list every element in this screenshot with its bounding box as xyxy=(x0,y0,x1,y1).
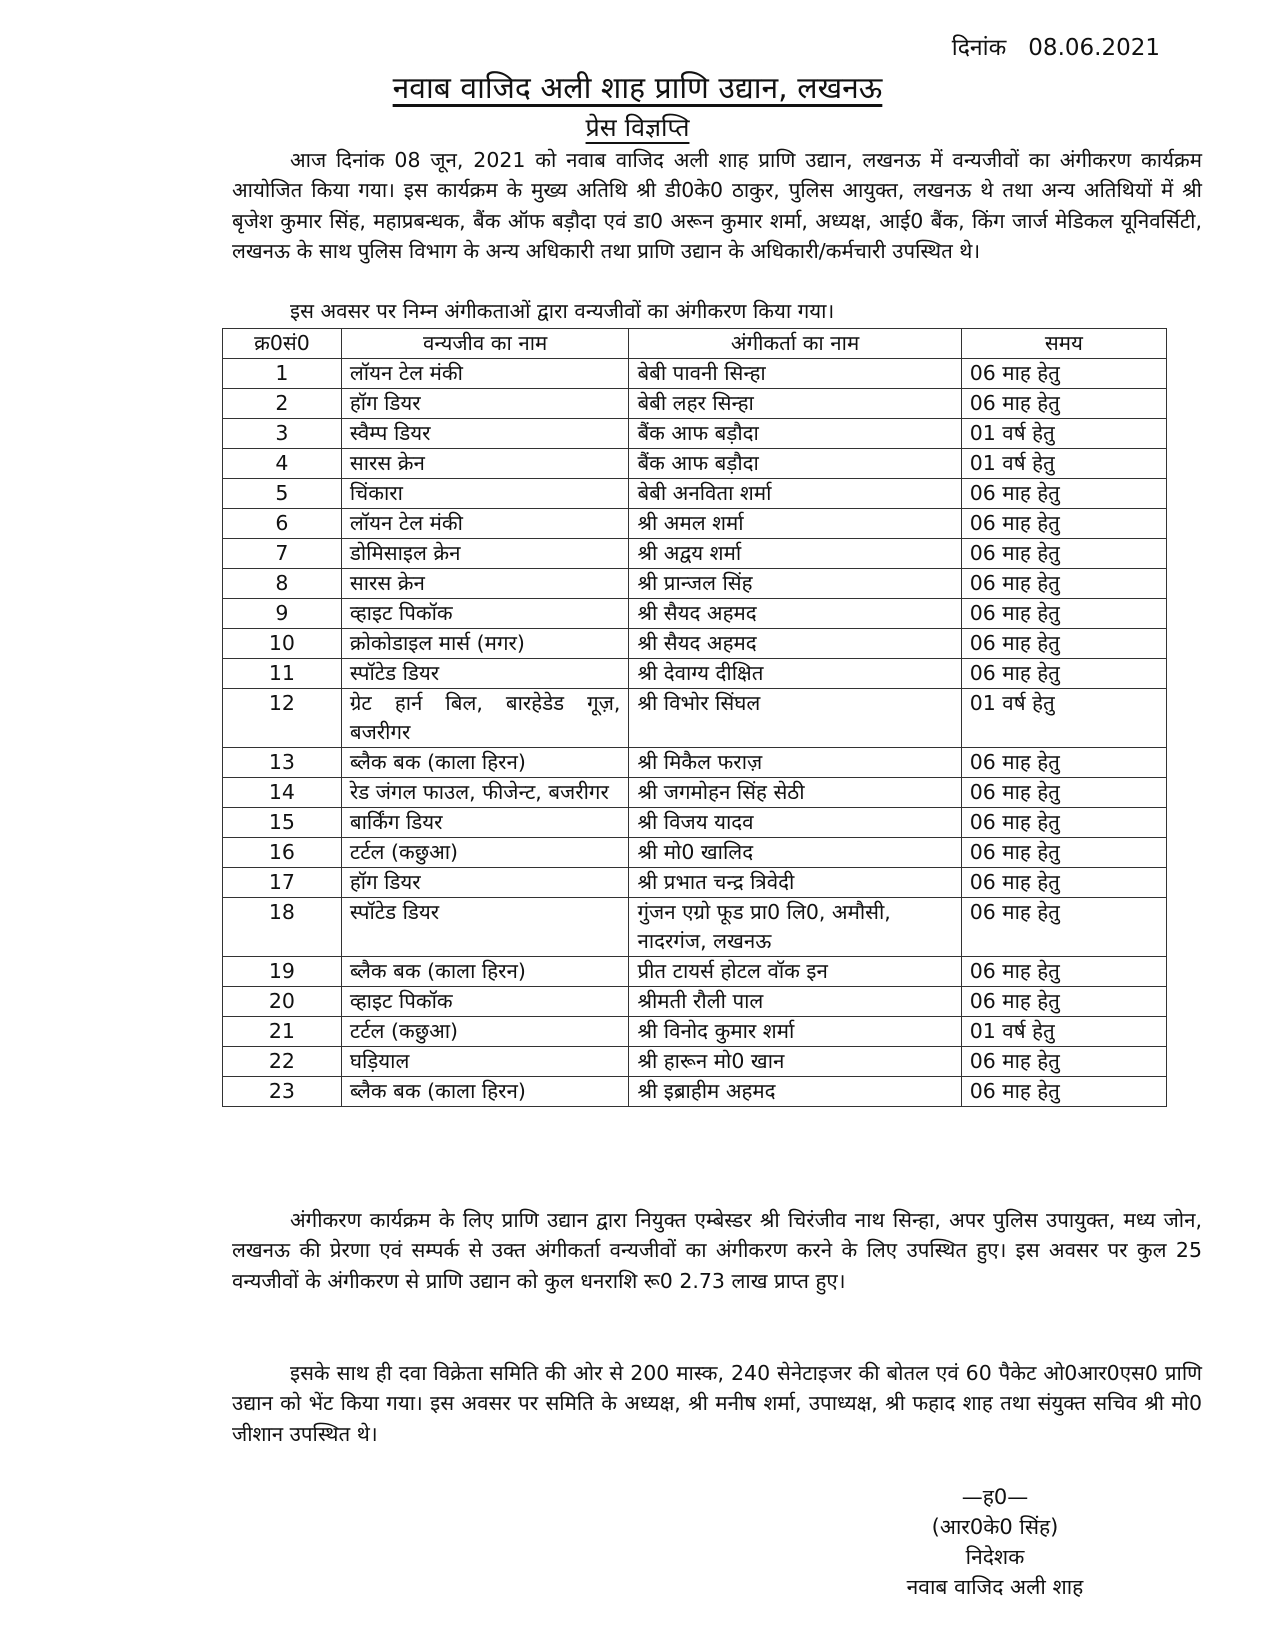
date-label: दिनांक xyxy=(951,35,1007,61)
serial-cell: 8 xyxy=(223,569,342,599)
table-row xyxy=(223,419,1167,449)
signature-mark: —ह0— xyxy=(961,1485,1029,1509)
animal-cell: बार्किंग डियर xyxy=(341,808,629,838)
animal-cell: ब्लैक बक (काला हिरन) xyxy=(341,1077,629,1107)
zoo-name: नवाब वाजिद अली शाह प्राणि उद्यान, लखनऊ xyxy=(392,71,883,106)
duration-cell: 06 माह हेतु xyxy=(961,898,1166,957)
animal-cell: घड़ियाल xyxy=(341,1047,629,1077)
document-subtitle xyxy=(0,110,1275,144)
duration-cell: 06 माह हेतु xyxy=(961,808,1166,838)
duration-cell: 06 माह हेतु xyxy=(961,748,1166,778)
duration-cell: 06 माह हेतु xyxy=(961,629,1166,659)
table-row xyxy=(223,509,1167,539)
serial-cell: 12 xyxy=(223,689,342,748)
table-row xyxy=(223,569,1167,599)
animal-cell: चिंकारा xyxy=(341,479,629,509)
date-value: 08.06.2021 xyxy=(1028,35,1160,61)
animal-cell: लॉयन टेल मंकी xyxy=(341,509,629,539)
adopter-cell: श्री विभोर सिंघल xyxy=(629,689,961,748)
header-animal: वन्यजीव का नाम xyxy=(341,329,629,359)
header-duration: समय xyxy=(961,329,1166,359)
header-serial: क्र0सं0 xyxy=(223,329,342,359)
table-row xyxy=(223,808,1167,838)
table-row xyxy=(223,599,1167,629)
animal-cell: व्हाइट पिकॉक xyxy=(341,987,629,1017)
duration-cell: 01 वर्ष हेतु xyxy=(961,689,1166,748)
table-row xyxy=(223,898,1167,957)
intro-paragraph xyxy=(232,145,1202,267)
animal-cell: स्पॉटेड डियर xyxy=(341,659,629,689)
duration-cell: 06 माह हेतु xyxy=(961,838,1166,868)
animal-cell: क्रोकोडाइल मार्स (मगर) xyxy=(341,629,629,659)
page-title xyxy=(0,66,1275,107)
adopter-cell: श्री मो0 खालिद xyxy=(629,838,961,868)
table-row xyxy=(223,1077,1167,1107)
animal-cell: स्वैम्प डियर xyxy=(341,419,629,449)
adopter-cell: श्री जगमोहन सिंह सेठी xyxy=(629,778,961,808)
donation-text: इसके साथ ही दवा विक्रेता समिति की ओर से 200 मास्क, 240 सेनेटाइजर की बोतल एवं 60 पैकेट ओ0आर0एस0 प्राणि उद्यान को भेंट किया गया। इस अवसर पर समिति के अध्यक्ष, श्री मनीष शर्मा, उपाध्यक्ष, श्री फहाद शाह तथा संयुक्त सचिव श्री मो0 जीशान उपस्थित थे। xyxy=(232,1361,1202,1446)
serial-cell: 3 xyxy=(223,419,342,449)
duration-cell: 06 माह हेतु xyxy=(961,509,1166,539)
adopter-cell: बैंक आफ बड़ौदा xyxy=(629,449,961,479)
duration-cell: 06 माह हेतु xyxy=(961,359,1166,389)
serial-cell: 6 xyxy=(223,509,342,539)
adopter-cell: श्री हारून मो0 खान xyxy=(629,1047,961,1077)
animal-cell: हॉग डियर xyxy=(341,389,629,419)
serial-cell: 9 xyxy=(223,599,342,629)
duration-cell: 01 वर्ष हेतु xyxy=(961,419,1166,449)
intro-text: आज दिनांक 08 जून, 2021 को नवाब वाजिद अली शाह प्राणि उद्यान, लखनऊ में वन्यजीवों का अंगीकरण कार्यक्रम आयोजित किया गया। इस कार्यक्रम के मुख्य अतिथि श्री डी0के0 ठाकुर, पुलिस आयुक्त, लखनऊ थे तथा अन्य अतिथियों में श्री बृजेश कुमार सिंह, महाप्रबन्धक, बैंक ऑफ बड़ौदा एवं डा0 अरून कुमार शर्मा, अध्यक्ष, आई0 बैंक, किंग जार्ज मेडिकल यूनिवर्सिटी, लखनऊ के साथ पुलिस विभाग के अन्य अधिकारी तथा प्राणि उद्यान के अधिकारी/कर्मचारी उपस्थित थे। xyxy=(232,148,1202,264)
animal-cell: ब्लैक बक (काला हिरन) xyxy=(341,957,629,987)
table-row xyxy=(223,838,1167,868)
serial-cell: 10 xyxy=(223,629,342,659)
duration-cell: 06 माह हेतु xyxy=(961,479,1166,509)
serial-cell: 1 xyxy=(223,359,342,389)
duration-cell: 06 माह हेतु xyxy=(961,868,1166,898)
signatory-designation: निदेशक xyxy=(965,1545,1025,1569)
adoption-table xyxy=(222,328,1167,1107)
table-row xyxy=(223,449,1167,479)
duration-cell: 06 माह हेतु xyxy=(961,1077,1166,1107)
adopter-cell: श्री प्रान्जल सिंह xyxy=(629,569,961,599)
adopter-cell: बेबी लहर सिन्हा xyxy=(629,389,961,419)
animal-cell: लॉयन टेल मंकी xyxy=(341,359,629,389)
adopter-cell: श्री सैयद अहमद xyxy=(629,629,961,659)
duration-cell: 01 वर्ष हेतु xyxy=(961,1017,1166,1047)
adopter-cell: श्री इब्राहीम अहमद xyxy=(629,1077,961,1107)
table-row xyxy=(223,987,1167,1017)
serial-cell: 7 xyxy=(223,539,342,569)
adopter-cell: प्रीत टायर्स होटल वॉक इन xyxy=(629,957,961,987)
serial-cell: 15 xyxy=(223,808,342,838)
table-row xyxy=(223,778,1167,808)
duration-cell: 06 माह हेतु xyxy=(961,599,1166,629)
adopter-cell: श्री अद्वय शर्मा xyxy=(629,539,961,569)
serial-cell: 23 xyxy=(223,1077,342,1107)
adopter-cell: श्री देवाग्य दीक्षित xyxy=(629,659,961,689)
table-header-row xyxy=(223,329,1167,359)
animal-cell: ब्लैक बक (काला हिरन) xyxy=(341,748,629,778)
animal-cell: ग्रेट हार्न बिल, बारहेडेड गूज़, बजरीगर xyxy=(341,689,629,748)
table-row xyxy=(223,479,1167,509)
table-row xyxy=(223,389,1167,419)
animal-cell: टर्टल (कछुआ) xyxy=(341,1017,629,1047)
duration-cell: 06 माह हेतु xyxy=(961,389,1166,419)
adopter-cell: श्री सैयद अहमद xyxy=(629,599,961,629)
serial-cell: 4 xyxy=(223,449,342,479)
table-row xyxy=(223,629,1167,659)
table-row xyxy=(223,1017,1167,1047)
adopter-cell: श्री अमल शर्मा xyxy=(629,509,961,539)
serial-cell: 19 xyxy=(223,957,342,987)
adopter-cell: बेबी पावनी सिन्हा xyxy=(629,359,961,389)
serial-cell: 13 xyxy=(223,748,342,778)
table-row xyxy=(223,957,1167,987)
duration-cell: 06 माह हेतु xyxy=(961,957,1166,987)
header-adopter: अंगीकर्ता का नाम xyxy=(629,329,961,359)
press-release-date xyxy=(952,30,1160,62)
duration-cell: 06 माह हेतु xyxy=(961,1047,1166,1077)
adopter-cell: बैंक आफ बड़ौदा xyxy=(629,419,961,449)
serial-cell: 22 xyxy=(223,1047,342,1077)
duration-cell: 06 माह हेतु xyxy=(961,778,1166,808)
duration-cell: 06 माह हेतु xyxy=(961,987,1166,1017)
signatory-organization: नवाब वाजिद अली शाह xyxy=(906,1575,1084,1599)
animal-cell: हॉग डियर xyxy=(341,868,629,898)
serial-cell: 18 xyxy=(223,898,342,957)
table-row xyxy=(223,359,1167,389)
table-row xyxy=(223,868,1167,898)
signature-block xyxy=(850,1482,1140,1602)
lead-in-text: इस अवसर पर निम्न अंगीकताओं द्वारा वन्यजीवों का अंगीकरण किया गया। xyxy=(290,299,835,323)
table-lead-in xyxy=(232,296,1202,326)
adopter-cell: श्री विजय यादव xyxy=(629,808,961,838)
serial-cell: 5 xyxy=(223,479,342,509)
table-row xyxy=(223,1047,1167,1077)
duration-cell: 06 माह हेतु xyxy=(961,569,1166,599)
serial-cell: 2 xyxy=(223,389,342,419)
donation-paragraph xyxy=(232,1358,1202,1449)
adopter-cell: श्री प्रभात चन्द्र त्रिवेदी xyxy=(629,868,961,898)
serial-cell: 21 xyxy=(223,1017,342,1047)
serial-cell: 17 xyxy=(223,868,342,898)
signatory-name: (आर0के0 सिंह) xyxy=(931,1515,1059,1539)
animal-cell: सारस क्रेन xyxy=(341,569,629,599)
animal-cell: सारस क्रेन xyxy=(341,449,629,479)
animal-cell: स्पॉटेड डियर xyxy=(341,898,629,957)
animal-cell: रेड जंगल फाउल, फीजेन्ट, बजरीगर xyxy=(341,778,629,808)
animal-cell: डोमिसाइल क्रेन xyxy=(341,539,629,569)
animal-cell: व्हाइट पिकॉक xyxy=(341,599,629,629)
adopter-cell: श्रीमती रौली पाल xyxy=(629,987,961,1017)
duration-cell: 06 माह हेतु xyxy=(961,539,1166,569)
serial-cell: 11 xyxy=(223,659,342,689)
duration-cell: 06 माह हेतु xyxy=(961,659,1166,689)
serial-cell: 16 xyxy=(223,838,342,868)
ambassador-paragraph xyxy=(232,1205,1202,1296)
table-row xyxy=(223,689,1167,748)
adopter-cell: बेबी अनविता शर्मा xyxy=(629,479,961,509)
table-row xyxy=(223,748,1167,778)
adoption-table-body xyxy=(223,359,1167,1107)
table-row xyxy=(223,539,1167,569)
ambassador-text: अंगीकरण कार्यक्रम के लिए प्राणि उद्यान द्वारा नियुक्त एम्बेस्डर श्री चिरंजीव नाथ सिन्हा, अपर पुलिस उपायुक्त, मध्य जोन, लखनऊ की प्रेरणा एवं सम्पर्क से उक्त अंगीकर्ता वन्यजीवों का अंगीकरण करने के लिए उपस्थित हुए। इस अवसर पर कुल 25 वन्यजीवों के अंगीकरण से प्राणि उद्यान को कुल धनराशि रू0 2.73 लाख प्राप्त हुए। xyxy=(232,1208,1202,1293)
adopter-cell: श्री विनोद कुमार शर्मा xyxy=(629,1017,961,1047)
serial-cell: 20 xyxy=(223,987,342,1017)
animal-cell: टर्टल (कछुआ) xyxy=(341,838,629,868)
adopter-cell: श्री मिकैल फराज़ xyxy=(629,748,961,778)
duration-cell: 01 वर्ष हेतु xyxy=(961,449,1166,479)
press-release-heading: प्रेस विज्ञप्ति xyxy=(585,113,690,142)
adopter-cell: गुंजन एग्रो फूड प्रा0 लि0, अमौसी, नादरगंज, लखनऊ xyxy=(629,898,961,957)
table-row xyxy=(223,659,1167,689)
serial-cell: 14 xyxy=(223,778,342,808)
